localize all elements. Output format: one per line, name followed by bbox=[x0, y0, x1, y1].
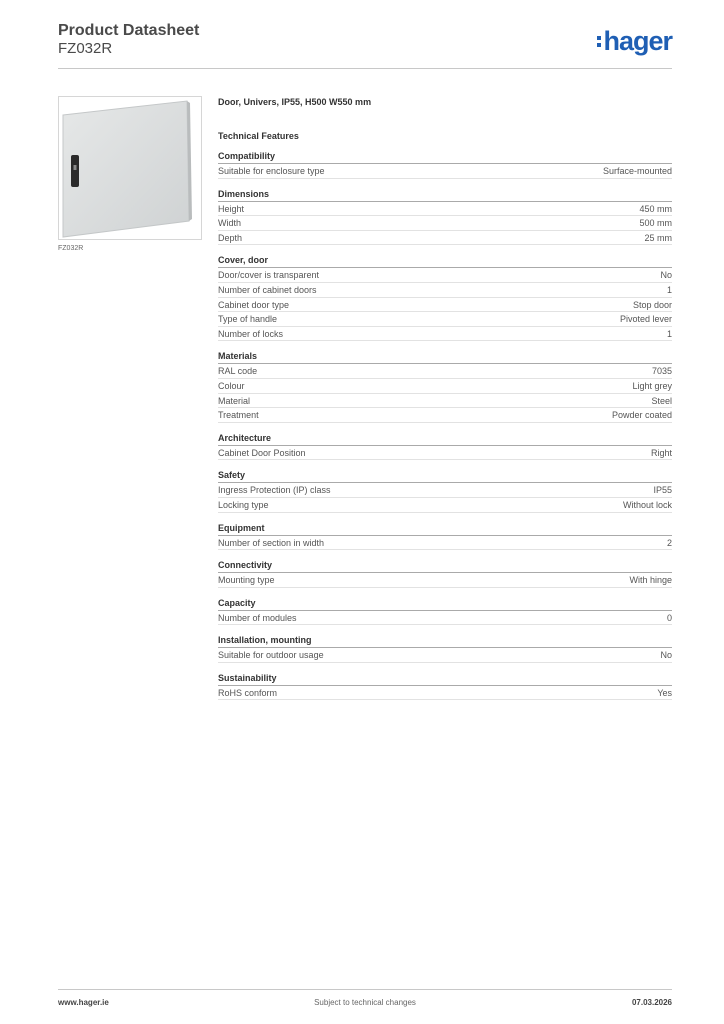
logo-text: hager bbox=[603, 26, 672, 56]
document-title: Product Datasheet bbox=[58, 22, 200, 39]
cabinet-door-icon bbox=[59, 97, 201, 239]
section-title: Cover, door bbox=[218, 254, 672, 268]
product-description: Door, Univers, IP55, H500 W550 mm bbox=[218, 97, 372, 107]
logo-dots-icon bbox=[597, 36, 601, 47]
feature-value: With hinge bbox=[629, 575, 672, 586]
feature-section bbox=[218, 672, 672, 701]
feature-label: Material bbox=[218, 395, 251, 406]
feature-row bbox=[218, 298, 672, 313]
section-title: Dimensions bbox=[218, 188, 672, 202]
feature-section bbox=[218, 597, 672, 626]
feature-row bbox=[218, 202, 672, 217]
feature-value: Surface-mounted bbox=[602, 166, 672, 176]
feature-label: Cabinet Door Position bbox=[218, 447, 306, 458]
feature-row bbox=[218, 686, 672, 701]
feature-label: Depth bbox=[218, 232, 243, 243]
feature-row bbox=[218, 312, 672, 327]
feature-label: Width bbox=[218, 218, 242, 229]
feature-value: Stop door bbox=[632, 299, 672, 310]
feature-label: RAL code bbox=[218, 366, 258, 377]
feature-row bbox=[218, 394, 672, 409]
feature-section bbox=[218, 350, 672, 422]
feature-value: No bbox=[660, 270, 672, 281]
feature-label: Number of modules bbox=[218, 612, 297, 623]
feature-value: IP55 bbox=[653, 485, 672, 496]
feature-row bbox=[218, 611, 672, 626]
feature-label: RoHS conform bbox=[218, 687, 278, 698]
footer-note: Subject to technical changes bbox=[314, 998, 416, 1007]
feature-value: Yes bbox=[657, 687, 672, 698]
feature-value: Light grey bbox=[632, 380, 672, 391]
feature-label: Suitable for enclosure type bbox=[218, 166, 325, 176]
feature-row bbox=[218, 216, 672, 231]
product-details bbox=[218, 96, 672, 709]
section-title: Materials bbox=[218, 350, 672, 364]
feature-value: 25 mm bbox=[644, 232, 672, 243]
feature-label: Locking type bbox=[218, 499, 269, 510]
section-title: Compatibility bbox=[218, 150, 672, 164]
feature-row bbox=[218, 268, 672, 283]
feature-row bbox=[218, 536, 672, 551]
feature-row bbox=[218, 379, 672, 394]
section-title: Connectivity bbox=[218, 559, 672, 573]
website-link[interactable]: www.hager.ie bbox=[58, 998, 109, 1007]
feature-label: Treatment bbox=[218, 410, 259, 421]
feature-label: Number of cabinet doors bbox=[218, 284, 317, 295]
feature-row bbox=[218, 327, 672, 342]
section-title: Safety bbox=[218, 469, 672, 483]
feature-row bbox=[218, 164, 672, 179]
image-caption: FZ032R bbox=[58, 245, 84, 252]
feature-section bbox=[218, 634, 672, 663]
page-header bbox=[58, 22, 672, 68]
section-title: Equipment bbox=[218, 522, 672, 536]
feature-value: Without lock bbox=[622, 499, 672, 510]
feature-label: Number of locks bbox=[218, 328, 284, 339]
feature-row bbox=[218, 498, 672, 513]
feature-label: Colour bbox=[218, 380, 245, 391]
product-image bbox=[58, 96, 202, 240]
feature-value: Steel bbox=[651, 395, 672, 406]
feature-row bbox=[218, 231, 672, 246]
feature-value: Right bbox=[650, 447, 672, 458]
technical-features-heading: Technical Features bbox=[218, 131, 299, 141]
page-footer bbox=[58, 998, 672, 1010]
feature-value: 450 mm bbox=[639, 203, 672, 214]
feature-label: Number of section in width bbox=[218, 537, 325, 548]
feature-row bbox=[218, 573, 672, 588]
feature-value: Powder coated bbox=[611, 410, 672, 421]
feature-label: Cabinet door type bbox=[218, 299, 290, 310]
feature-row bbox=[218, 364, 672, 379]
feature-section bbox=[218, 522, 672, 551]
section-title: Sustainability bbox=[218, 672, 672, 686]
feature-section bbox=[218, 150, 672, 179]
section-title: Installation, mounting bbox=[218, 634, 672, 648]
feature-value: 1 bbox=[666, 284, 672, 295]
feature-value: 2 bbox=[666, 537, 672, 548]
feature-section bbox=[218, 469, 672, 512]
footer-date: 07.03.2026 bbox=[631, 998, 672, 1007]
feature-value: 1 bbox=[666, 328, 672, 339]
feature-row bbox=[218, 408, 672, 423]
feature-value: 7035 bbox=[651, 366, 672, 377]
feature-label: Type of handle bbox=[218, 314, 278, 325]
feature-section bbox=[218, 188, 672, 246]
feature-label: Door/cover is transparent bbox=[218, 270, 320, 281]
feature-section bbox=[218, 254, 672, 341]
hager-logo[interactable] bbox=[597, 26, 672, 56]
feature-section bbox=[218, 559, 672, 588]
feature-row bbox=[218, 283, 672, 298]
feature-row bbox=[218, 483, 672, 498]
feature-value: 500 mm bbox=[639, 218, 672, 229]
footer-divider bbox=[58, 989, 672, 990]
feature-value: No bbox=[660, 650, 672, 661]
feature-value: 0 bbox=[666, 612, 672, 623]
product-code: FZ032R bbox=[58, 40, 113, 57]
feature-row bbox=[218, 648, 672, 663]
feature-label: Suitable for outdoor usage bbox=[218, 650, 324, 661]
feature-label: Mounting type bbox=[218, 575, 275, 586]
feature-row bbox=[218, 446, 672, 461]
section-title: Capacity bbox=[218, 597, 672, 611]
feature-label: Ingress Protection (IP) class bbox=[218, 485, 331, 496]
section-title: Architecture bbox=[218, 432, 672, 446]
feature-value: Pivoted lever bbox=[619, 314, 672, 325]
feature-label: Height bbox=[218, 203, 245, 214]
feature-sections bbox=[218, 150, 672, 700]
header-divider bbox=[58, 68, 672, 69]
feature-section bbox=[218, 432, 672, 461]
